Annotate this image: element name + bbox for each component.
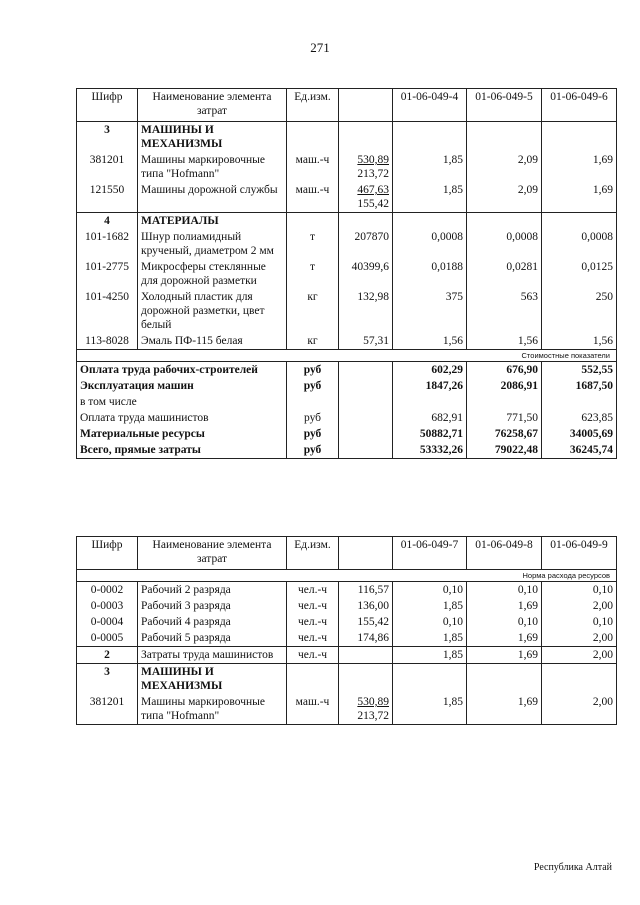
row-value-1: 0,0188 — [393, 259, 467, 289]
row-value-2: 563 — [467, 289, 542, 333]
row-value-1: 0,10 — [393, 582, 467, 599]
row-value-2: 0,10 — [467, 614, 542, 630]
section-label: Стоимостные показатели — [77, 350, 617, 362]
row-unit: чел.-ч — [287, 630, 339, 647]
summary-unit: руб — [287, 362, 339, 379]
row-code: 101-2775 — [77, 259, 138, 289]
row-price: 530,89 — [357, 154, 389, 166]
row-price: 40399,6 — [339, 259, 393, 289]
row-unit: маш.-ч — [287, 694, 339, 725]
row-value-2: 1,69 — [467, 630, 542, 647]
summary-value-2: 2086,91 — [467, 378, 542, 394]
row-code: 381201 — [77, 152, 138, 182]
table-row — [77, 598, 617, 614]
summary-unit: руб — [287, 378, 339, 394]
header-col-2: 01-06-049-5 — [467, 89, 542, 122]
header-name: Наименование элемента затрат — [138, 89, 287, 122]
header-name: Наименование элемента затрат — [138, 537, 287, 570]
row-unit: чел.-ч — [287, 614, 339, 630]
header-code: Шифр — [77, 537, 138, 570]
row-name: МАШИНЫ И МЕХАНИЗМЫ — [138, 122, 287, 153]
table-row — [77, 647, 617, 664]
summary-value-2: 676,90 — [467, 362, 542, 379]
table-row — [77, 229, 617, 259]
table-header — [77, 537, 617, 570]
summary-value-1: 50882,71 — [393, 426, 467, 442]
row-value-1: 0,0008 — [393, 229, 467, 259]
row-code: 3 — [77, 122, 138, 153]
row-value-2: 2,09 — [467, 152, 542, 182]
summary-name: Оплата труда рабочих-строителей — [77, 362, 287, 379]
row-name: МАШИНЫ И МЕХАНИЗМЫ — [138, 664, 287, 695]
row-name: Рабочий 3 разряда — [138, 598, 287, 614]
row-price: 155,42 — [339, 614, 393, 630]
row-price: 467,63 — [357, 184, 389, 196]
summary-name: в том числе — [77, 394, 287, 410]
row-value-1: 1,85 — [393, 647, 467, 664]
summary-value-1: 682,91 — [393, 410, 467, 426]
row-value-3: 0,10 — [542, 614, 617, 630]
row-code: 2 — [77, 647, 138, 664]
row-unit: чел.-ч — [287, 647, 339, 664]
table-row — [77, 614, 617, 630]
summary-row — [77, 394, 617, 410]
summary-name: Материальные ресурсы — [77, 426, 287, 442]
row-unit: чел.-ч — [287, 582, 339, 599]
summary-value-1: 53332,26 — [393, 442, 467, 459]
row-value-1: 1,85 — [393, 630, 467, 647]
table-row — [77, 664, 617, 695]
summary-row — [77, 442, 617, 459]
section-label-row — [77, 350, 617, 362]
row-name: Рабочий 2 разряда — [138, 582, 287, 599]
summary-value-1: 1847,26 — [393, 378, 467, 394]
row-name: Шнур полиамидный крученый, диаметром 2 мм — [138, 229, 287, 259]
summary-name: Оплата труда машинистов — [77, 410, 287, 426]
section-label-row — [77, 570, 617, 582]
row-code: 4 — [77, 213, 138, 230]
summary-value-3: 34005,69 — [542, 426, 617, 442]
summary-unit: руб — [287, 442, 339, 459]
row-value-1: 1,85 — [393, 694, 467, 725]
row-price-wage: 155,42 — [357, 198, 389, 210]
table-row — [77, 289, 617, 333]
row-code: 101-4250 — [77, 289, 138, 333]
row-code: 3 — [77, 664, 138, 695]
row-value-1: 0,10 — [393, 614, 467, 630]
summary-value-3: 36245,74 — [542, 442, 617, 459]
table-row — [77, 630, 617, 647]
summary-unit: руб — [287, 426, 339, 442]
row-name: Машины дорожной службы — [138, 182, 287, 213]
row-code: 0-0005 — [77, 630, 138, 647]
summary-row — [77, 426, 617, 442]
row-value-3: 2,00 — [542, 630, 617, 647]
header-price — [339, 89, 393, 122]
table-row — [77, 259, 617, 289]
table-row — [77, 582, 617, 599]
row-name: Рабочий 4 разряда — [138, 614, 287, 630]
table-header — [77, 89, 617, 122]
row-value-3: 1,69 — [542, 182, 617, 213]
header-col-3: 01-06-049-9 — [542, 537, 617, 570]
table-row — [77, 213, 617, 230]
row-unit: чел.-ч — [287, 598, 339, 614]
region-footer: Республика Алтай — [533, 862, 612, 873]
summary-value-3: 1687,50 — [542, 378, 617, 394]
row-value-2: 0,0281 — [467, 259, 542, 289]
row-value-3: 0,10 — [542, 582, 617, 599]
table-row — [77, 122, 617, 153]
cost-table-1 — [76, 88, 617, 459]
row-value-3: 2,00 — [542, 647, 617, 664]
table-row — [77, 152, 617, 182]
row-code: 0-0003 — [77, 598, 138, 614]
cost-table-2 — [76, 536, 617, 725]
row-unit: т — [287, 259, 339, 289]
summary-name: Эксплуатация машин — [77, 378, 287, 394]
summary-value-3: 623,85 — [542, 410, 617, 426]
page-number: 271 — [310, 40, 330, 55]
summary-row — [77, 378, 617, 394]
row-price: 57,31 — [339, 333, 393, 350]
row-price: 116,57 — [339, 582, 393, 599]
table-row — [77, 182, 617, 213]
row-value-3: 0,0125 — [542, 259, 617, 289]
row-code: 121550 — [77, 182, 138, 213]
table-row — [77, 333, 617, 350]
row-code: 0-0004 — [77, 614, 138, 630]
summary-value-2: 79022,48 — [467, 442, 542, 459]
header-code: Шифр — [77, 89, 138, 122]
row-name: МАТЕРИАЛЫ — [138, 213, 287, 230]
row-value-3: 1,69 — [542, 152, 617, 182]
row-value-2: 1,69 — [467, 647, 542, 664]
header-col-1: 01-06-049-7 — [393, 537, 467, 570]
row-price-wage: 213,72 — [357, 168, 389, 180]
summary-value-2: 771,50 — [467, 410, 542, 426]
row-unit: маш.-ч — [287, 182, 339, 213]
row-name: Затраты труда машинистов — [138, 647, 287, 664]
row-value-2: 1,69 — [467, 598, 542, 614]
row-value-3: 0,0008 — [542, 229, 617, 259]
section-label: Норма расхода ресурсов — [77, 570, 617, 582]
header-unit: Ед.изм. — [287, 89, 339, 122]
row-value-2: 1,69 — [467, 694, 542, 725]
summary-name: Всего, прямые затраты — [77, 442, 287, 459]
row-name: Рабочий 5 разряда — [138, 630, 287, 647]
row-value-2: 1,56 — [467, 333, 542, 350]
row-price: 132,98 — [339, 289, 393, 333]
row-value-3: 2,00 — [542, 694, 617, 725]
row-unit: кг — [287, 333, 339, 350]
row-value-2: 0,0008 — [467, 229, 542, 259]
row-name: Микросферы стеклянные для дорожной разметки — [138, 259, 287, 289]
row-value-1: 1,56 — [393, 333, 467, 350]
header-price — [339, 537, 393, 570]
summary-value-2: 76258,67 — [467, 426, 542, 442]
row-unit: т — [287, 229, 339, 259]
row-value-3: 2,00 — [542, 598, 617, 614]
row-code: 101-1682 — [77, 229, 138, 259]
row-price-wage: 213,72 — [357, 710, 389, 722]
header-unit: Ед.изм. — [287, 537, 339, 570]
row-value-3: 1,56 — [542, 333, 617, 350]
row-name: Машины маркировочные типа "Hofmann" — [138, 152, 287, 182]
row-value-2: 2,09 — [467, 182, 542, 213]
row-value-3: 250 — [542, 289, 617, 333]
row-price: 530,89 — [357, 696, 389, 708]
row-unit: кг — [287, 289, 339, 333]
summary-unit: руб — [287, 410, 339, 426]
row-price — [339, 647, 393, 664]
row-value-1: 1,85 — [393, 182, 467, 213]
summary-row — [77, 362, 617, 379]
summary-value-1: 602,29 — [393, 362, 467, 379]
row-name: Холодный пластик для дорожной разметки, цвет белый — [138, 289, 287, 333]
row-name: Машины маркировочные типа "Hofmann" — [138, 694, 287, 725]
header-col-2: 01-06-049-8 — [467, 537, 542, 570]
header-col-3: 01-06-049-6 — [542, 89, 617, 122]
header-col-1: 01-06-049-4 — [393, 89, 467, 122]
row-value-2: 0,10 — [467, 582, 542, 599]
row-unit: маш.-ч — [287, 152, 339, 182]
row-code: 0-0002 — [77, 582, 138, 599]
summary-value-3: 552,55 — [542, 362, 617, 379]
summary-row — [77, 410, 617, 426]
row-value-1: 375 — [393, 289, 467, 333]
row-code: 113-8028 — [77, 333, 138, 350]
table-row — [77, 694, 617, 725]
row-price: 174,86 — [339, 630, 393, 647]
row-price: 136,00 — [339, 598, 393, 614]
row-price: 207870 — [339, 229, 393, 259]
row-code: 381201 — [77, 694, 138, 725]
row-value-1: 1,85 — [393, 598, 467, 614]
row-name: Эмаль ПФ-115 белая — [138, 333, 287, 350]
row-value-1: 1,85 — [393, 152, 467, 182]
